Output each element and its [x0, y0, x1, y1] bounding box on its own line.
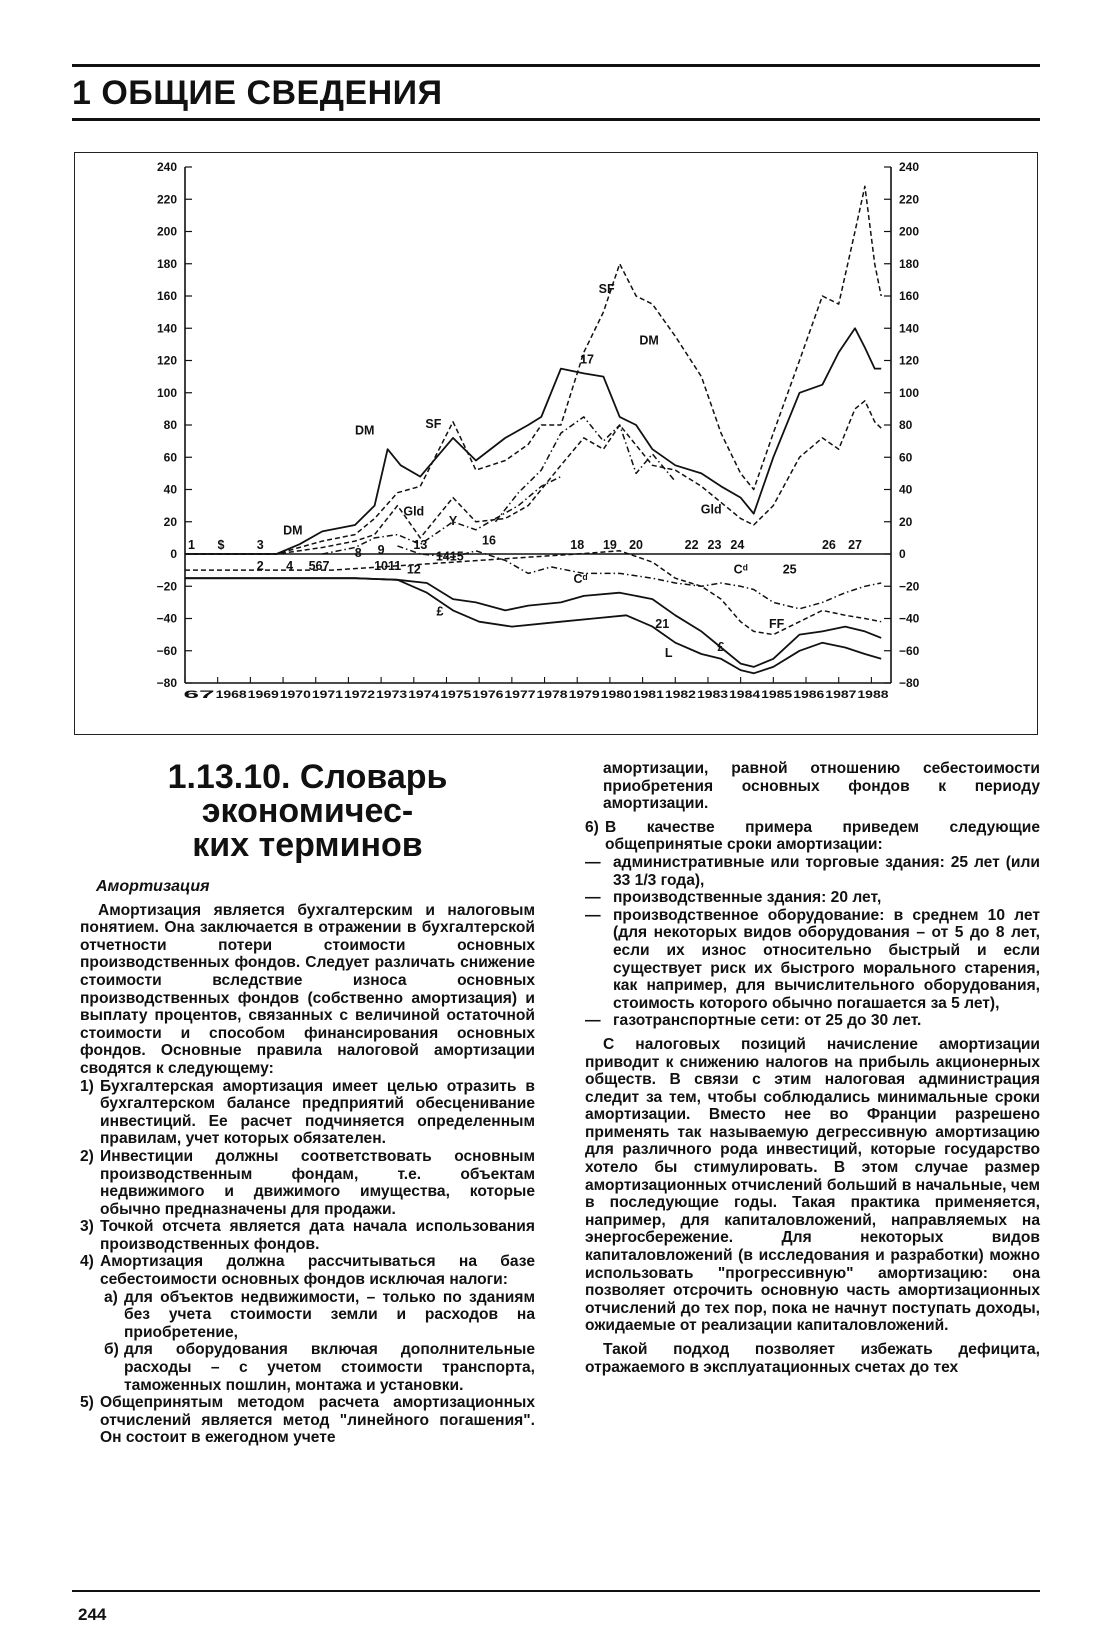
- section-title-line2: ких терминов: [192, 826, 423, 864]
- intro-paragraph: Амортизация является бухгалтерским и налоговым понятием. Она заключается в отражении в бухгалтерской отчетности потери стоимости основных производственных фондов. Следует различать снижение стоимости вследствие износа основных производственных фондов (собственно амортизация) и выплату процентов, связанных с величиной остаточной стоимости и способом финансирования основных фондов. Основные правила налоговой амортизации сводятся к следующему:: [80, 901, 535, 1077]
- chart-annotation: 13: [413, 538, 428, 553]
- chart-annotation: 9: [377, 543, 385, 557]
- list-marker: б): [104, 1341, 119, 1359]
- list-item: [80, 1078, 535, 1148]
- chart-annotation: 24: [730, 538, 745, 553]
- x-tick-label: 1979: [568, 689, 600, 701]
- list-marker: а): [104, 1288, 118, 1306]
- x-tick-label: 1974: [408, 689, 441, 701]
- y-tick-label: 120: [156, 353, 177, 368]
- x-tick-label: 1988: [857, 689, 889, 701]
- y-tick-label-right: 0: [899, 547, 906, 561]
- list-item: [585, 1012, 1040, 1030]
- list-marker: —: [585, 853, 601, 871]
- list-text: для оборудования включая дополнительные расходы – с учетом стоимости транспорта, таможенных пошлин, монтажа и установки.: [124, 1341, 535, 1394]
- chart-annotation: $: [217, 538, 225, 553]
- list-text: Точкой отсчета является дата начала использования производственных фондов.: [100, 1218, 535, 1253]
- chart-annotation: 19: [602, 538, 617, 553]
- series-line-dm-1: [185, 328, 881, 554]
- chart-annotation: 21: [655, 617, 670, 632]
- y-tick-label-right: 120: [899, 353, 920, 368]
- chart-annotation: 1011: [374, 559, 402, 574]
- chart-annotation: 22: [684, 538, 699, 553]
- chart-annotation: 2: [256, 559, 264, 574]
- y-tick-label-right: 240: [899, 160, 920, 174]
- dash-list: [585, 854, 1040, 1030]
- chart-annotation: Cᵈ: [573, 572, 588, 587]
- list-marker: 5): [80, 1394, 94, 1412]
- y-tick-label-right: −80: [899, 676, 920, 690]
- chart-annotation: 23: [707, 538, 722, 553]
- chart-annotation: Gld: [403, 504, 425, 519]
- list-marker: 2): [80, 1147, 94, 1165]
- y-tick-label: 40: [163, 482, 177, 497]
- paragraph-3: Такой подход позволяет избежать дефицита, отражаемого в эксплуатационных счетах до тех: [585, 1341, 1040, 1376]
- list-marker: 3): [80, 1218, 94, 1236]
- chart-annotation: L: [664, 646, 673, 661]
- list-item: [80, 1218, 535, 1253]
- y-tick-label-right: 200: [899, 224, 920, 239]
- y-tick-label-right: 80: [899, 418, 913, 432]
- x-tick-label: 1981: [632, 689, 664, 701]
- chart-annotation: FF: [768, 617, 785, 632]
- list-text: производственные здания: 20 лет,: [613, 889, 882, 907]
- chart-annotation: £: [717, 639, 725, 654]
- y-tick-label-right: 180: [899, 256, 920, 271]
- exchange-rate-chart: [75, 153, 1039, 736]
- y-tick-label-right: −60: [899, 643, 920, 658]
- list-marker: 4): [80, 1253, 94, 1271]
- x-tick-label: 1983: [696, 689, 729, 701]
- rules-list: [80, 1078, 535, 1289]
- y-tick-label-right: 100: [899, 385, 920, 400]
- y-tick-label-right: 160: [899, 289, 920, 303]
- y-tick-label: −40: [156, 611, 177, 626]
- y-tick-label: 180: [156, 256, 177, 271]
- chart-annotation: 12: [406, 562, 421, 577]
- chart-annotation: Cᵈ: [733, 562, 748, 577]
- x-tick-label: 1969: [247, 689, 279, 701]
- list-item: [80, 1289, 535, 1342]
- series-line-cd-5: [398, 546, 882, 609]
- subitems-list: [80, 1289, 535, 1395]
- chart-annotation: Y: [448, 513, 458, 528]
- x-tick-label: 1982: [664, 689, 696, 701]
- x-tick-label: 1971: [311, 689, 343, 701]
- left-column: [80, 760, 535, 1447]
- chapter-heading: 1 ОБЩИЕ СВЕДЕНИЯ: [72, 74, 443, 112]
- x-tick-label: 1978: [536, 689, 568, 701]
- heading-rule: [72, 118, 1040, 121]
- y-tick-label-right: −40: [899, 611, 920, 626]
- list-marker: —: [585, 889, 601, 907]
- list-text: Амортизация должна рассчитываться на базе себестоимости основных фондов исключая налоги:: [100, 1253, 535, 1289]
- chart-annotation: 26: [821, 538, 836, 553]
- x-tick-label: 1985: [761, 689, 793, 701]
- list-item: [585, 907, 1040, 1013]
- chart-frame: [74, 152, 1038, 735]
- x-tick-label: 1980: [600, 689, 632, 701]
- chart-annotation: 25: [782, 562, 797, 577]
- y-tick-label-right: 20: [899, 514, 913, 529]
- page-number: 244: [78, 1605, 107, 1624]
- chart-annotation: SF: [425, 417, 442, 432]
- x-tick-label: 1973: [376, 689, 408, 701]
- footer-rule: [72, 1590, 1040, 1592]
- list-text: Инвестиции должны соответствовать основным производственным фондам, т.е. объектам недвижимого и движимого имущества, которые обычно предназначены для продажи.: [100, 1147, 535, 1218]
- x-tick-label: 1972: [343, 689, 376, 701]
- y-tick-label-right: 40: [899, 482, 913, 497]
- y-tick-label: 100: [156, 385, 177, 400]
- y-tick-label: −20: [156, 579, 177, 594]
- x-tick-label: 1975: [440, 689, 472, 701]
- list-marker: 1): [80, 1077, 94, 1095]
- list-text: для объектов недвижимости, – только по зданиям без учета стоимости земли и расходов на приобретение,: [124, 1288, 535, 1341]
- section-title-line1: 1.13.10. Словарь экономичес-: [167, 758, 448, 830]
- chart-annotation: Gld: [700, 502, 722, 517]
- chart-annotation: 567: [308, 559, 330, 574]
- x-tick-label: 1986: [793, 689, 825, 701]
- chart-annotation: DM: [355, 423, 375, 438]
- list-text: Общепринятым методом расчета амортизационных отчислений является метод "линейного погашения". Он состоит в ежегодном учете: [100, 1394, 535, 1447]
- list-item: [585, 889, 1040, 907]
- chart-annotation: 20: [629, 538, 644, 553]
- subheading: Амортизация: [96, 878, 210, 895]
- top-rule: [72, 64, 1040, 67]
- list-marker: 6): [585, 818, 599, 836]
- chart-annotation: SF: [598, 281, 615, 296]
- list-text: В качестве примера приведем следующие общепринятые сроки амортизации:: [605, 818, 1040, 854]
- y-tick-label: 60: [163, 450, 177, 465]
- y-tick-label-right: 220: [899, 192, 920, 207]
- chart-annotation: 1: [188, 538, 196, 553]
- chart-annotation: 16: [482, 533, 496, 548]
- list-item: [80, 1394, 535, 1447]
- y-tick-label: 20: [163, 514, 177, 529]
- chart-annotation: 8: [354, 546, 362, 561]
- right-column: [585, 760, 1040, 1376]
- section-title: [80, 760, 535, 862]
- x-tick-label: 1977: [504, 689, 536, 701]
- list-text: Бухгалтерская амортизация имеет целью отразить в бухгалтерском балансе предприятий обесценивание инвестиций. Ее расчет подчиняется определенным правилам, учет которых обязателен.: [100, 1077, 535, 1148]
- list-item: [585, 819, 1040, 854]
- y-tick-label-right: 60: [899, 450, 913, 465]
- y-tick-label: −60: [156, 643, 177, 658]
- chart-annotation: DM: [639, 333, 659, 348]
- continued-text: амортизации, равной отношению себестоимости приобретения основных фондов к периоду амортизации.: [603, 760, 1040, 813]
- y-tick-label: −80: [156, 676, 177, 690]
- series-line-y-4: [322, 477, 561, 554]
- x-tick-label: 67: [183, 689, 215, 701]
- y-tick-label: 160: [156, 289, 177, 303]
- y-tick-label-right: 140: [899, 321, 920, 336]
- chart-annotation: 18: [570, 538, 585, 553]
- series-line-17-2: [496, 417, 676, 522]
- x-tick-label: 1970: [279, 689, 311, 701]
- list-marker: —: [585, 906, 601, 924]
- x-tick-label: 1968: [215, 689, 247, 701]
- y-tick-label: 220: [156, 192, 177, 207]
- y-tick-label: 240: [156, 160, 177, 174]
- y-tick-label: 0: [170, 547, 177, 561]
- y-tick-label: 140: [156, 321, 177, 336]
- list-text: производственное оборудование: в среднем 10 лет (для некоторых видов оборудования – от 5 до 8 лет, если их износ относительно быстрый и если существует риск их быстрого морального старения, как например, для вычислительного оборудования, стоимость которого обычно погашается за 5 лет),: [613, 906, 1040, 1012]
- chart-annotation: 4: [286, 559, 294, 574]
- list-item: [80, 1253, 535, 1288]
- y-tick-label: 200: [156, 224, 177, 239]
- y-tick-label: 80: [163, 418, 177, 432]
- chart-annotation: 3: [256, 538, 264, 553]
- list-item: [80, 1148, 535, 1218]
- chart-annotation: 1415: [435, 549, 464, 564]
- list-text: административные или торговые здания: 25 лет (или 33 1/3 года),: [613, 853, 1040, 889]
- chart-annotation: £: [436, 604, 444, 619]
- y-tick-label-right: −20: [899, 579, 920, 594]
- paragraph-2: С налоговых позиций начисление амортизации приводит к снижению налогов на прибыль акционерных обществ. В связи с этим налоговая администрация следит за тем, чтобы соблюдались минимальные сроки амортизации. Вместо нее во Франции разрешено применять так называемую дегрессивную амортизацию для различного рода инвестиций, которые государство хотело бы стимулировать. В этом случае размер амортизационных отчислений больший в начальные, чем в последующие годы. Такая практика применяется, например, для капиталовложений, направляемых на энергосбережение. Для некоторых видов капиталовложений (в исследования и разработки) можно использовать "прогрессивную" амортизацию: она позволяет отсрочить основную часть амортизационных отчислений до тех пор, пока не начнут поступать доходы, ожидаемые от реализации капиталовложений.: [585, 1035, 1040, 1335]
- x-tick-label: 1984: [729, 689, 762, 701]
- list-marker: —: [585, 1012, 601, 1030]
- chart-annotation: 27: [848, 538, 862, 553]
- chart-annotation: DM: [283, 523, 303, 538]
- list-text: газотранспортные сети: от 25 до 30 лет.: [613, 1012, 922, 1030]
- list-item: [80, 1341, 535, 1394]
- chart-annotation: 17: [580, 352, 594, 367]
- list-item: [585, 854, 1040, 889]
- x-tick-label: 1976: [472, 689, 504, 701]
- x-tick-label: 1987: [825, 689, 857, 701]
